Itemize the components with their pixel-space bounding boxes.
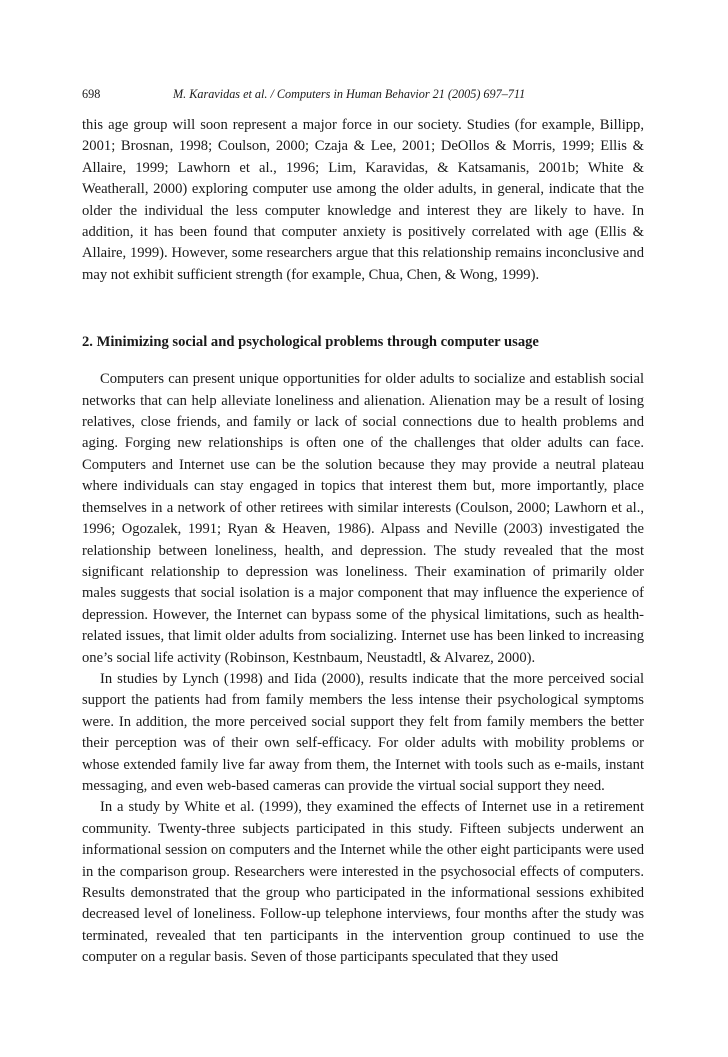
paragraph-3: In a study by White et al. (1999), they examined the effects of Internet use in a retirement community. Twenty-three subjects participated in this study. Fifteen subjects underwent an informational session on computers and the Internet while the other eight participants were used in the comparison group. Researchers were interested in the psychosocial effects of computers. Results demonstrated that the group who participated in the informational sessions exhibited decreased level of loneliness. Follow-up telephone interviews, four months after the study was terminated, revealed that ten participants in the intervention group continued to use the computer on a regular basis. Seven of those participants speculated that they used	[82, 799, 644, 966]
section-body	[82, 369, 644, 968]
intro-paragraph: this age group will soon represent a major force in our society. Studies (for example, Billipp, 2001; Brosnan, 1998; Coulson, 2000; Czaja & Lee, 2001; DeOllos & Morris, 1999; Ellis & Allaire, 1999; Lawhorn et al., 1996; Lim, Karavidas, & Katsamanis, 2001b; White & Weatherall, 2000) exploring computer use among the older adults, in general, indicate that the older the individual the less computer knowledge and interest they are likely to have. In addition, it has been found that computer anxiety is positively correlated with age (Ellis & Allaire, 1999). However, some researchers argue that this relationship remains inconclusive and may not exhibit sufficient strength (for example, Chua, Chen, & Wong, 1999).	[82, 117, 644, 283]
page-number: 698	[82, 87, 101, 101]
section-heading: 2. Minimizing social and psychological problems through computer usage	[82, 334, 539, 351]
article-body	[82, 115, 644, 286]
paragraph-2: In studies by Lynch (1998) and Iida (2000), results indicate that the more perceived social support the patients had from family members the less intense their psychological symptoms were. In addition, the more perceived social support they felt from family members the better their perception was of their own self-efficacy. For older adults with mobility problems or whose extended family live far away from them, the Internet with tools such as e-mails, instant messaging, and even web-based cameras can provide the virtual social support they need.	[82, 670, 644, 794]
running-header	[82, 86, 644, 106]
paragraph-1: Computers can present unique opportunities for older adults to socialize and establish social networks that can help alleviate loneliness and alienation. Alienation may be a result of losing relatives, close friends, and family or lack of social connections due to health problems and aging. Forging new relationships is often one of the challenges that older adults can face. Computers and Internet use can be the solution because they may provide a neutral plateau where individuals can stay engaged in topics that interest them but, more importantly, place themselves in a network of other retirees with similar interests (Coulson, 2000; Lawhorn et al., 1996; Ogozalek, 1991; Ryan & Heaven, 1986). Alpass and Neville (2003) investigated the relationship between loneliness, health, and depression. The study revealed that the most significant relationship to depression was loneliness. Their examination of primarily older males suggests that social isolation is a major component that may influence the experience of depression. However, the Internet can bypass some of the physical limitations, such as health-related issues, that limit older adults from socializing. Internet use has been linked to increasing one’s social life activity (Robinson, Kestnbaum, Neustadtl, & Alvarez, 2000).	[82, 371, 644, 666]
journal-reference: M. Karavidas et al. / Computers in Human Behavior 21 (2005) 697–711	[173, 87, 526, 101]
journal-page	[82, 86, 644, 969]
